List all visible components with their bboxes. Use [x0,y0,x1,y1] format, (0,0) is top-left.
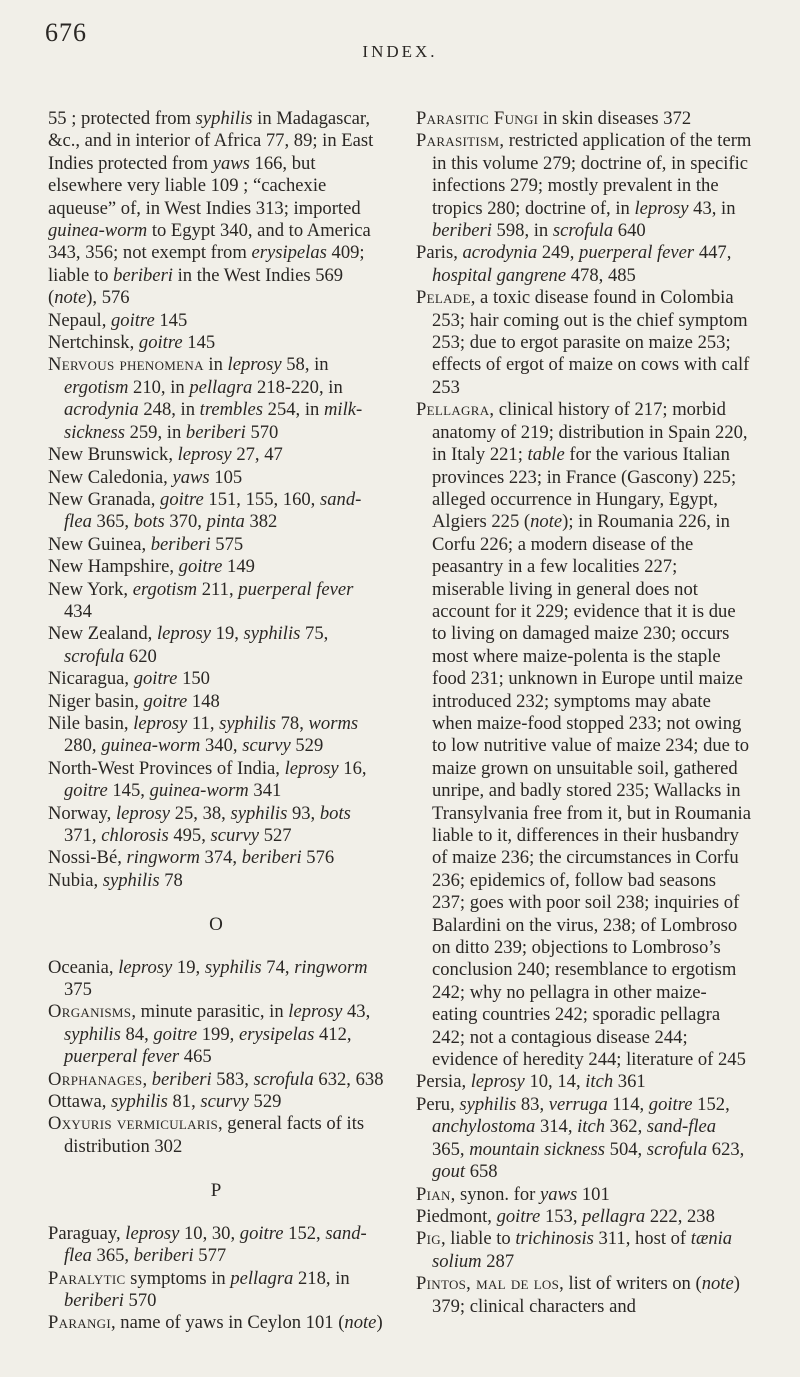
entry-italic-text: anchylostoma [432,1116,536,1138]
entry-italic-text: syphilis [219,712,276,734]
index-entry [416,399,752,1071]
entry-italic-text: goitre [239,1222,284,1244]
entry-italic-text: goitre [133,668,178,690]
entry-text: , name of yaws in Ceylon 101 ( [111,1312,345,1334]
index-entry [48,691,384,713]
entry-text: 620 [124,645,157,667]
entry-italic-text: trembles [199,399,264,421]
index-entry [48,1312,384,1334]
entry-italic-text: beriberi [432,220,492,242]
entry-italic-text: tænia solium [432,1228,733,1272]
index-entry [48,1113,384,1158]
entry-text: 105 [209,466,243,488]
entry-text: 598, in [491,220,553,242]
index-entry [416,1071,752,1093]
entry-headword: Paralytic [48,1267,126,1289]
entry-italic-text: acrodynia [462,242,538,264]
entry-italic-text: pellagra [189,376,253,398]
entry-text: 19, [172,956,205,978]
entry-italic-text: milk-sickness [64,399,363,443]
entry-italic-text: goitre [111,309,155,331]
entry-text: 11, [187,712,220,734]
entry-italic-text: pinta [206,511,245,533]
index-entry [416,1228,752,1273]
entry-italic-text: yaws [172,466,210,488]
entry-headword: Nervous phenomena [48,354,204,376]
entry-text: 259, in [124,421,186,443]
entry-headword: Oxyuris vermicularis [48,1113,218,1135]
entry-italic-text: worms [308,712,359,734]
entry-italic-text: goitre [64,780,108,802]
entry-text: 447, [694,242,732,264]
entry-text: 365, [432,1138,470,1160]
entry-text: 577 [193,1245,227,1267]
entry-text: 55 ; protected from [48,108,196,129]
entry-text: 365, [91,511,134,533]
entry-text: 640 [613,220,646,242]
entry-text: 93, [287,802,320,824]
entry-italic-text: guinea-worm [149,780,249,802]
entry-italic-text: beriberi [150,533,211,555]
entry-text: Piedmont, [416,1205,497,1227]
entry-text: 287 [481,1250,515,1272]
entry-italic-text: ergotism [132,578,198,600]
entry-headword: Pintos, mal de los [416,1273,560,1295]
entry-text: 145 [182,332,216,354]
entry-italic-text: trichinosis [515,1228,594,1250]
entry-italic-text: table [527,444,565,466]
index-entry [416,130,752,242]
entry-headword: Parasitic Fungi [416,108,539,129]
entry-text: Nicaragua, [48,668,134,690]
entry-text: 27, 47 [231,444,283,466]
entry-text: 576 [301,847,335,869]
entry-text: 375 [64,979,92,1001]
entry-italic-text: leprosy [118,956,173,978]
entry-text: , synon. for [450,1183,541,1205]
entry-italic-text: erysipelas [251,242,327,264]
entry-text: New York, [48,578,133,600]
entry-italic-text: guinea-worm [48,220,148,242]
entry-text: 658 [465,1161,498,1183]
entry-italic-text: guinea-worm [101,735,201,757]
entry-italic-text: beriberi [185,421,246,443]
entry-italic-text: scrofula [253,1068,314,1090]
section-letter: P [210,1180,222,1202]
entry-text: 365, [91,1245,134,1267]
index-entry [48,668,384,690]
index-entry [48,534,384,556]
entry-italic-text: leprosy [634,197,689,219]
entry-italic-text: gout [432,1161,466,1183]
entry-text: 222, 238 [645,1205,715,1227]
section-letter: O [209,914,223,936]
index-entry [48,556,384,578]
entry-text: 434 [64,600,92,622]
entry-text: ) 379; clinical characters and [432,1273,740,1317]
entry-text: 218, in [293,1267,350,1289]
entry-text: 10, 14, [524,1071,586,1093]
entry-italic-text: scurvy [242,735,291,757]
entry-italic-text: beriberi [64,1289,124,1311]
entry-text: 478, 485 [566,264,636,286]
entry-italic-text: acrodynia [64,399,139,421]
entry-text: New Caledonia, [48,466,173,488]
index-entry [48,870,384,892]
entry-italic-text: note [701,1273,734,1295]
entry-text: Niger basin, [48,690,144,712]
entry-italic-text: leprosy [115,802,171,824]
entry-headword: Parangi [48,1312,111,1334]
index-entry [48,847,384,869]
entry-text: 145, [107,780,150,802]
entry-text: in [203,354,228,376]
entry-headword: Parasitism [416,130,500,152]
entry-text: 151, 155, 160, [203,488,320,510]
entry-text: , [142,1068,152,1090]
entry-text: 145 [154,309,188,331]
entry-italic-text: leprosy [125,1222,180,1244]
entry-text: 84, [120,1023,154,1045]
entry-text: Oceania, [48,956,119,978]
entry-text: in skin diseases 372 [538,108,692,129]
entry-text: 632, 638 [313,1068,384,1090]
entry-italic-text: goitre [496,1205,541,1227]
entry-italic-text: scurvy [200,1091,249,1113]
index-entry [416,287,752,399]
entry-text: 78, [275,712,309,734]
entry-text: 43, [342,1001,371,1023]
entry-text: , clinical history of 217; morbid anatomy of 219; distribution in Spain 220, in Italy 221; [432,399,748,466]
entry-text: Paraguay, [48,1222,126,1244]
entry-italic-text: goitre [648,1093,693,1115]
entry-text: in Madagascar, &c., and in interior of Africa 77, 89; in East Indies protected from [48,108,374,174]
entry-text: 249, [537,242,580,264]
entry-text: North-West Provinces of India, [48,757,285,779]
entry-text: 341 [248,780,282,802]
entry-text: 43, in [688,197,736,219]
entry-italic-text: itch [577,1116,606,1138]
entry-text: 362, [605,1116,647,1138]
entry-text: ) [376,1312,383,1334]
entry-text: 527 [259,825,292,846]
entry-italic-text: syphilis [204,956,262,978]
entry-italic-text: scrofula [64,645,125,667]
index-entry [48,1268,384,1313]
entry-text: 311, host of [593,1228,691,1250]
entry-italic-text: leprosy [227,354,282,376]
entry-italic-text: beriberi [133,1245,194,1267]
entry-text: 166, but elsewhere very liable 109 ; “cachexie aqueuse” of, in West Indies 313; imported [48,152,361,219]
entry-italic-text: syphilis [243,623,301,645]
entry-text: 504, [605,1138,647,1160]
index-column-left [48,108,384,1335]
index-entry [48,354,384,444]
entry-text: 114, [607,1093,649,1115]
index-entry [48,623,384,668]
entry-text: 210, in [128,376,190,398]
index-entry [48,1223,384,1268]
entry-text: , a toxic disease found in Colombia 253; hair coming out is the chief symptom 253; due to ergot parasite on maize 253; effects of ergot of maize on cows with calf 253 [432,287,750,398]
entry-italic-text: leprosy [284,757,339,779]
entry-text: 248, in [138,399,200,421]
entry-text: 570 [245,421,279,443]
index-entry [416,242,752,287]
entry-text: Paris, [416,242,463,264]
entry-italic-text: goitre [153,1023,198,1045]
entry-text: 78 [159,869,183,891]
entry-text: 623, [707,1138,745,1160]
entry-text: 370, [164,511,207,533]
entry-text: 152, [692,1093,730,1115]
entry-text: 340, [200,735,243,757]
entry-text: 583, [211,1068,254,1090]
entry-text: 409; liable to [48,242,365,286]
entry-italic-text: leprosy [156,623,211,645]
entry-text: 148 [187,690,220,712]
entry-italic-text: leprosy [288,1001,343,1023]
entry-text: Nepaul, [48,309,111,331]
index-entry [48,803,384,848]
index-entry [48,758,384,803]
entry-italic-text: syphilis [111,1091,168,1113]
entry-text: 16, [338,757,367,779]
entry-italic-text: hospital gangrene [432,264,567,286]
entry-text: , restricted application of the term in this volume 279; doctrine of, in specific infections 279; mostly prevalent in the tropics 280; doctrine of, in [432,130,752,219]
index-entry [48,310,384,332]
entry-text: New Guinea, [48,533,151,555]
entry-text: , liable to [440,1228,516,1250]
entry-text: 218-220, in [252,376,343,398]
index-entry [48,489,384,534]
entry-text: Ottawa, [48,1091,111,1113]
entry-text: ); in Roumania 226, in Corfu 226; a modern disease of the peasantry in a few localities 227; miserable living in general does not account for it 229; evidence that it is due to living on damaged maize 230; occurs most where maize-polenta is the staple food 231; unknown in Europe until maize introduced 232; symptoms may abate when maize-food stopped 233; not owing to low nutritive value of maize 234; due to maize grown on unsuitable soil, gathered unripe, and badly stored 235; Wallacks in Transylvania free from it, but in Roumania liable to it, differences in their husbandry of maize 236; the circumstances in Corfu 236; epidemics of, follow bad seasons 237; goes with poor soil 238; inquiries of Balardini on the virus, 238; of Lombroso on ditto 239; objections to Lombroso’s conclusion 240; resemblance to ergotism 242; why no pellagra in other maize-eating countries 242; sporadic pellagra 242; not a contagious disease 244; evidence of heredity 244; literature of 245 [432,511,751,1071]
entry-italic-text: puerperal fever [579,242,695,264]
entry-italic-text: scurvy [210,825,260,846]
entry-text: 211, [197,578,239,600]
running-head: INDEX. [362,42,438,61]
entry-italic-text: puerperal fever [238,578,354,600]
entry-headword: Orphanages [48,1068,143,1090]
entry-italic-text: ergotism [64,376,129,398]
entry-text: 254, in [263,399,324,421]
entry-text: Nossi-Bé, [48,847,127,869]
entry-text: 199, [197,1023,239,1045]
entry-italic-text: yaws [540,1183,578,1205]
entry-text: 529 [248,1091,282,1113]
entry-italic-text: puerperal fever [64,1046,180,1068]
entry-text: 58, in [281,354,329,376]
entry-italic-text: syphilis [230,802,288,824]
entry-italic-text: syphilis [102,869,160,891]
index-entry [48,1069,384,1091]
entry-text: Nubia, [48,869,103,891]
index-column-right [416,108,752,1318]
entry-text: Norway, [48,802,116,824]
entry-italic-text: beriberi [113,264,173,286]
index-entry [48,1001,384,1068]
entry-italic-text: scrofula [552,220,614,242]
entry-headword: Pig [416,1228,441,1250]
entry-italic-text: sand-flea [64,488,362,533]
entry-text: 25, 38, [170,802,231,824]
entry-text: 495, [168,825,211,846]
entry-text: 153, [540,1205,583,1227]
entry-headword: Organisms [48,1001,132,1023]
entry-italic-text: note [344,1312,377,1334]
entry-text: , general facts of its distribution 302 [64,1113,365,1157]
entry-italic-text: syphilis [459,1093,517,1115]
entry-text: 10, 30, [179,1222,240,1244]
entry-text: Nile basin, [48,712,134,734]
entry-italic-text: bots [133,511,165,533]
entry-italic-text: erysipelas [238,1023,315,1045]
entry-text: New Brunswick, [48,444,178,466]
entry-italic-text: leprosy [133,712,188,734]
entry-italic-text: goitre [178,556,223,578]
index-entry [48,444,384,466]
entry-text: 81, [167,1091,201,1113]
entry-italic-text: verruga [548,1093,608,1115]
entry-italic-text: beriberi [151,1068,212,1090]
index-entry [416,1273,752,1318]
entry-text: 570 [123,1289,157,1311]
index-entry [48,957,384,1002]
entry-text: Persia, [416,1071,471,1093]
entry-text: New Zealand, [48,623,157,645]
entry-text: 280, [64,735,102,757]
entry-italic-text: leprosy [177,444,232,466]
entry-italic-text: goitre [143,690,188,712]
entry-italic-text: note [54,287,87,309]
entry-italic-text: mountain sickness [469,1138,606,1160]
entry-italic-text: beriberi [241,847,302,869]
entry-italic-text: sand-flea [64,1222,367,1267]
entry-text: 149 [222,556,255,578]
entry-text: 382 [244,511,278,533]
entry-text: in the West Indies 569 ( [48,264,344,309]
entry-italic-text: goitre [138,332,183,354]
index-entry [48,713,384,758]
index-entry [416,1184,752,1206]
entry-italic-text: leprosy [470,1071,525,1093]
entry-italic-text: itch [585,1071,614,1093]
entry-text: 371, [64,825,102,846]
entry-text: , list of writers on ( [559,1273,702,1295]
entry-italic-text: chlorosis [101,825,169,846]
entry-text: 19, [211,623,244,645]
page-number: 676 [45,18,87,47]
entry-text: New Hampshire, [48,556,179,578]
entry-text: Peru, [416,1093,460,1115]
entry-text: 412, [314,1023,352,1045]
entry-text: 150 [177,668,210,690]
index-entry [416,1094,752,1184]
index-entry [48,579,384,624]
entry-italic-text: bots [319,802,351,824]
index-entry [48,108,384,310]
entry-text: for the various Italian provinces 223; in France (Gascony) 225; alleged occurrence in Hungary, Egypt, Algiers 225 ( [432,444,737,533]
entry-text: 74, [261,956,295,978]
index-entry [48,332,384,354]
entry-text: to Egypt 340, and to America 343, 356; not exempt from [48,220,371,264]
entry-text: symptoms in [125,1267,231,1289]
entry-text: 465 [179,1046,212,1068]
entry-text: 101 [577,1183,610,1205]
entry-italic-text: ringworm [294,956,368,978]
entry-headword: Pelade [416,287,471,309]
index-entry [416,108,752,130]
entry-italic-text: syphilis [195,108,253,129]
entry-italic-text: note [530,511,563,533]
entry-text: 314, [535,1116,578,1138]
entry-text: 575 [210,533,244,555]
entry-text: 374, [199,847,242,869]
entry-text: , minute parasitic, in [131,1001,289,1023]
entry-italic-text: yaws [212,152,250,174]
entry-text: Nertchinsk, [48,332,139,354]
entry-headword: Pellagra [416,399,490,421]
index-entry [48,467,384,489]
entry-text: 83, [516,1093,549,1115]
entry-italic-text: pellagra [230,1267,294,1289]
index-entry [48,1091,384,1113]
entry-headword: Pian [416,1183,451,1205]
entry-text: 75, [300,623,329,645]
entry-text: ), 576 [86,287,130,309]
entry-italic-text: syphilis [64,1023,121,1045]
entry-text: 529 [290,735,324,757]
entry-text: 361 [613,1071,646,1093]
entry-text: 152, [283,1222,326,1244]
index-entry [416,1206,752,1228]
entry-italic-text: scrofula [646,1138,708,1160]
entry-italic-text: sand-flea [646,1116,717,1138]
entry-italic-text: goitre [160,488,204,510]
entry-text: New Granada, [48,488,161,510]
entry-italic-text: ringworm [126,847,200,869]
entry-italic-text: pellagra [582,1205,646,1227]
